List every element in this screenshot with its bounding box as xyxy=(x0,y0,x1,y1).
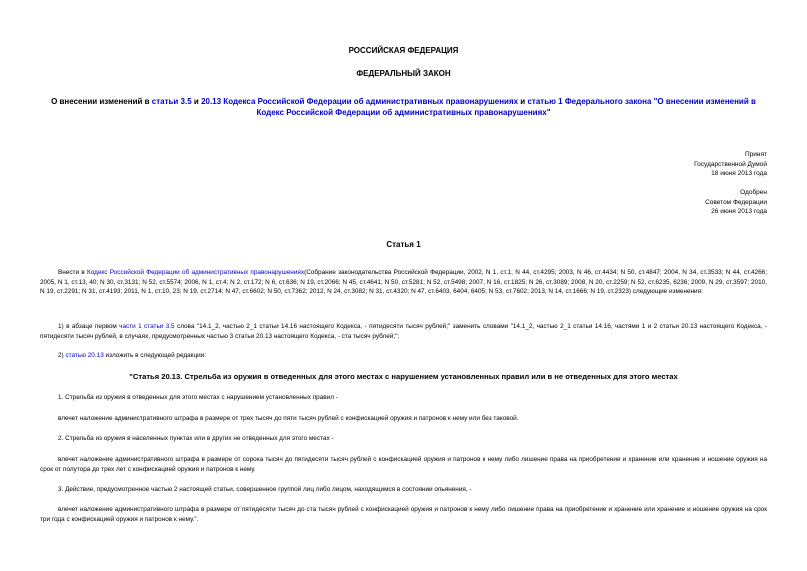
title-link-federal-law[interactable]: статью 1 Федерального закона "О внесении изменений в Кодекс Российской Федерации об административных правонарушениях" xyxy=(256,97,756,117)
article-20-13-heading: "Статья 20.13. Стрельба из оружия в отведенных для этого местах с нарушением установленных правил или в не отведенных для этого местах xyxy=(129,372,678,381)
article-1-heading: Статья 1 xyxy=(386,240,421,249)
intro-link-code[interactable]: Кодекс Российской Федерации об административных правонарушениях xyxy=(86,269,305,276)
article-20-13-part-1: 1. Стрельба из оружия в отведенных для этого местах с нарушением установленных правил - xyxy=(58,394,338,401)
article-1-item-2 xyxy=(40,351,767,361)
adoption-line-2: Государственной Думой xyxy=(694,160,767,168)
law-title xyxy=(40,96,767,118)
adoption-line-4: Одобрен xyxy=(740,189,767,196)
adoption-line-3: 18 июня 2013 года xyxy=(711,170,767,177)
article-1-intro xyxy=(40,268,767,297)
item2-link[interactable]: статью 20.13 xyxy=(65,352,104,359)
title-pre: О внесении изменений в xyxy=(51,97,152,106)
law-type-heading: ФЕДЕРАЛЬНЫЙ ЗАКОН xyxy=(356,69,451,78)
title-mid1: и xyxy=(191,97,202,106)
adoption-line-5: Советом Федерации xyxy=(705,198,767,206)
item1-link[interactable]: части 1 статьи 3.5 xyxy=(119,323,175,330)
title-mid2: и xyxy=(518,97,528,106)
article-20-13-part-2-penalty: влечет наложение административного штрафа в размере от сорока тысяч до пятидесяти тысяч рублей с конфискацией оружия и патронов к нему либо лишение права на приобретение и хранение или хранение и ношение оружия на срок от полутора до трех лет с конфискацией оружия и патронов к нему. xyxy=(40,456,767,473)
item2-post: изложить в следующей редакции: xyxy=(103,352,207,359)
item1-pre: 1) в абзаце первом xyxy=(58,323,120,330)
article-1-item-1 xyxy=(40,322,767,341)
article-20-13-part-3: 3. Действие, предусмотренное частью 2 настоящей статьи, совершенное группой лиц либо лицом, находящимся в состоянии опьянения, - xyxy=(58,486,472,493)
article-20-13-part-3-penalty: влечет наложение административного штрафа в размере от пятидесяти тысяч до ста тысяч рублей с конфискацией оружия и патронов к нему либо лишение права на приобретение и хранение или хранение и ношение оружия на срок три года с конфискацией оружия и патронов к нему.". xyxy=(40,506,767,523)
article-20-13-part-2: 2. Стрельба из оружия в населенных пунктах или в других не отведенных для этого местах - xyxy=(58,435,334,442)
adoption-line-6: 26 июня 2013 года xyxy=(711,208,767,215)
country-heading: РОССИЙСКАЯ ФЕДЕРАЦИЯ xyxy=(348,46,459,55)
item2-pre: 2) xyxy=(58,352,66,359)
intro-post: (Собрание законодательства Российской Федерации, 2002, N 1, ст.1; N 44, ст.4295; 2003, N 46, ст.4434; N 50, ст.4847; 2004, N 34, ст.3533; N 44, ст.4266; 2005, N 1, ст.13, 40; N 30, ст.3131; N 52, ст.5574; 2006, N 1, ст.4; N 2, ст.172; N 6, ст.636; N 19, ст.2066; N 45, ст.4641; N 50, ст.5281; N 52, ст.5498; 2007, N 16, ст.1825; N 26, ст.3089; 2008, N 20, ст.2259; N 52, ст.6235, 6236; 2009, N 29, ст.3597; 2010, N 19, ст.2291; N 31, ст.4193; 2011, N 1, ст.10, 23; N 19, ст.2714; N 47, ст.6602; N 50, ст.7362; 2012, N 24, ст.3082; N 31, ст.4320; N 47, ст.6403, 6404, 6405; N 53, ст.7602; 2013, N 14, ст.1666; N 19, ст.2323) следующие изменения: xyxy=(40,269,767,296)
adoption-line-1: Принят xyxy=(744,151,767,158)
adoption-federation-council xyxy=(705,188,767,217)
item1-post: слова "14.1_2, частью 2_1 статьи 14.16 настоящего Кодекса, - пятидесяти тысяч рублей;" заменить словами "14.1_2, частью 2_1 статьи 14.16, частями 1 и 2 статьи 20.13 настоящего Кодекса, - пятидесяти тысяч рублей, в случаях, предусмотренных частью 3 статьи 20.13 настоящего Кодекса, - ста тысяч рублей;"; xyxy=(40,323,767,340)
title-link-article-20-13[interactable]: 20.13 Кодекса Российской Федерации об административных правонарушениях xyxy=(201,97,519,106)
intro-pre: Внести в xyxy=(58,269,87,276)
adoption-duma xyxy=(694,150,767,179)
article-20-13-part-1-penalty: влечет наложение административного штрафа в размере от трех тысяч до пяти тысяч рублей с конфискацией оружия и патронов к нему или без таковой. xyxy=(58,415,519,422)
title-link-article-3-5[interactable]: статьи 3.5 xyxy=(151,97,192,106)
